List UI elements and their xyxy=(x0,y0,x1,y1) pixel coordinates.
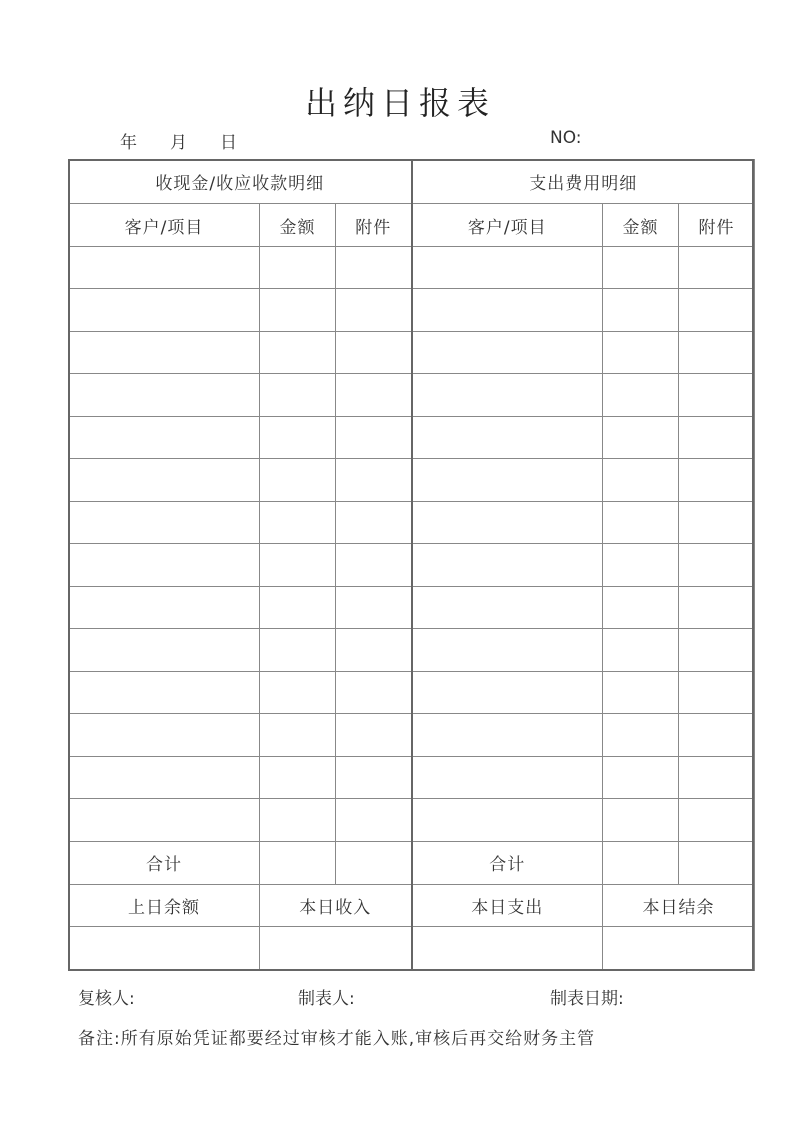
receipts-attachment-cell[interactable] xyxy=(336,416,412,458)
expenses-attachment-cell[interactable] xyxy=(679,374,755,416)
receipts-attachment-header: 附件 xyxy=(336,204,412,246)
expenses-amount-cell[interactable] xyxy=(603,714,679,756)
receipts-attachment-cell[interactable] xyxy=(336,501,412,543)
receipts-attachment-cell[interactable] xyxy=(336,246,412,288)
today-expense-cell[interactable] xyxy=(412,927,603,971)
entry-row xyxy=(69,289,755,331)
expenses-amount-cell[interactable] xyxy=(603,416,679,458)
receipts-amount-cell[interactable] xyxy=(260,416,336,458)
expenses-attachment-cell[interactable] xyxy=(679,246,755,288)
expenses-amount-cell[interactable] xyxy=(603,331,679,373)
receipts-attachment-cell[interactable] xyxy=(336,629,412,671)
form-title: 出纳日报表 xyxy=(304,84,495,122)
receipts-total-amount-cell[interactable] xyxy=(260,841,336,884)
receipts-customer-header: 客户/项目 xyxy=(69,204,260,246)
expenses-total-label: 合计 xyxy=(412,841,603,884)
receipts-attachment-cell[interactable] xyxy=(336,289,412,331)
prep-date-label: 制表日期: xyxy=(550,989,624,1009)
today-balance-cell[interactable] xyxy=(603,927,755,971)
expenses-customer-header: 客户/项目 xyxy=(412,204,603,246)
expenses-customer-cell[interactable] xyxy=(412,459,603,501)
receipts-attachment-cell[interactable] xyxy=(336,374,412,416)
receipts-customer-cell[interactable] xyxy=(69,374,260,416)
expenses-amount-cell[interactable] xyxy=(603,671,679,713)
expenses-attachment-cell[interactable] xyxy=(679,501,755,543)
expenses-customer-cell[interactable] xyxy=(412,799,603,841)
expenses-customer-cell[interactable] xyxy=(412,714,603,756)
receipts-customer-cell[interactable] xyxy=(69,671,260,713)
expenses-total-amount-cell[interactable] xyxy=(603,841,679,884)
total-row xyxy=(69,841,755,884)
expenses-amount-header: 金额 xyxy=(603,204,679,246)
expenses-attachment-cell[interactable] xyxy=(679,671,755,713)
receipts-attachment-cell[interactable] xyxy=(336,799,412,841)
expenses-attachment-cell[interactable] xyxy=(679,799,755,841)
receipts-customer-cell[interactable] xyxy=(69,629,260,671)
expenses-attachment-cell[interactable] xyxy=(679,586,755,628)
entry-row xyxy=(69,586,755,628)
section-header-row xyxy=(69,160,755,204)
expenses-customer-cell[interactable] xyxy=(412,331,603,373)
receipts-customer-cell[interactable] xyxy=(69,331,260,373)
receipts-customer-cell[interactable] xyxy=(69,416,260,458)
prev-balance-label: 上日余额 xyxy=(69,884,260,926)
receipts-attachment-cell[interactable] xyxy=(336,671,412,713)
expenses-customer-cell[interactable] xyxy=(412,246,603,288)
expenses-customer-cell[interactable] xyxy=(412,586,603,628)
receipts-amount-cell[interactable] xyxy=(260,756,336,798)
expenses-attachment-cell[interactable] xyxy=(679,289,755,331)
receipts-attachment-cell[interactable] xyxy=(336,544,412,586)
receipts-amount-cell[interactable] xyxy=(260,289,336,331)
entry-row xyxy=(69,459,755,501)
expenses-attachment-cell[interactable] xyxy=(679,756,755,798)
receipts-amount-cell[interactable] xyxy=(260,671,336,713)
receipts-amount-cell[interactable] xyxy=(260,586,336,628)
receipts-attachment-cell[interactable] xyxy=(336,714,412,756)
entry-row xyxy=(69,331,755,373)
receipts-amount-cell[interactable] xyxy=(260,501,336,543)
receipts-amount-cell[interactable] xyxy=(260,714,336,756)
column-header-row xyxy=(69,204,755,246)
receipts-customer-cell[interactable] xyxy=(69,289,260,331)
expenses-customer-cell[interactable] xyxy=(412,629,603,671)
summary-value-row xyxy=(69,927,755,971)
expenses-amount-cell[interactable] xyxy=(603,544,679,586)
receipts-attachment-cell[interactable] xyxy=(336,756,412,798)
expenses-section-title: 支出费用明细 xyxy=(412,160,755,204)
expenses-amount-cell[interactable] xyxy=(603,374,679,416)
expenses-attachment-cell[interactable] xyxy=(679,331,755,373)
date-year-label: 年 xyxy=(120,133,137,153)
receipts-amount-cell[interactable] xyxy=(260,246,336,288)
receipts-amount-cell[interactable] xyxy=(260,629,336,671)
receipts-attachment-cell[interactable] xyxy=(336,331,412,373)
serial-number-label: NO: xyxy=(550,128,582,148)
cashier-report-table xyxy=(68,159,755,971)
expenses-amount-cell[interactable] xyxy=(603,501,679,543)
entry-row xyxy=(69,374,755,416)
expenses-amount-cell[interactable] xyxy=(603,246,679,288)
receipts-customer-cell[interactable] xyxy=(69,799,260,841)
receipts-total-attachment-cell[interactable] xyxy=(336,841,412,884)
expenses-amount-cell[interactable] xyxy=(603,756,679,798)
receipts-customer-cell[interactable] xyxy=(69,246,260,288)
entry-row xyxy=(69,629,755,671)
receipts-amount-cell[interactable] xyxy=(260,374,336,416)
entry-row xyxy=(69,671,755,713)
date-day-label: 日 xyxy=(220,133,237,153)
receipts-amount-cell[interactable] xyxy=(260,544,336,586)
today-expense-label: 本日支出 xyxy=(412,884,603,926)
expenses-customer-cell[interactable] xyxy=(412,374,603,416)
expenses-attachment-header: 附件 xyxy=(679,204,755,246)
entry-row xyxy=(69,714,755,756)
expenses-attachment-cell[interactable] xyxy=(679,459,755,501)
summary-header-row xyxy=(69,884,755,926)
receipts-customer-cell[interactable] xyxy=(69,459,260,501)
reviewer-label: 复核人: xyxy=(78,989,135,1009)
receipts-amount-cell[interactable] xyxy=(260,331,336,373)
remark-note: 备注:所有原始凭证都要经过审核才能入账,审核后再交给财务主管 xyxy=(78,1029,596,1049)
receipts-amount-header: 金额 xyxy=(260,204,336,246)
expenses-amount-cell[interactable] xyxy=(603,289,679,331)
receipts-section-title: 收现金/收应收款明细 xyxy=(69,160,412,204)
date-month-label: 月 xyxy=(170,133,187,153)
expenses-customer-cell[interactable] xyxy=(412,289,603,331)
receipts-customer-cell[interactable] xyxy=(69,544,260,586)
entry-row xyxy=(69,799,755,841)
receipts-customer-cell[interactable] xyxy=(69,586,260,628)
expenses-customer-cell[interactable] xyxy=(412,671,603,713)
expenses-attachment-cell[interactable] xyxy=(679,544,755,586)
expenses-total-attachment-cell[interactable] xyxy=(679,841,755,884)
preparer-label: 制表人: xyxy=(298,989,355,1009)
today-balance-label: 本日结余 xyxy=(603,884,755,926)
expenses-attachment-cell[interactable] xyxy=(679,629,755,671)
receipts-total-label: 合计 xyxy=(69,841,260,884)
entry-row xyxy=(69,416,755,458)
prev-balance-cell[interactable] xyxy=(69,927,260,971)
receipts-amount-cell[interactable] xyxy=(260,799,336,841)
expenses-customer-cell[interactable] xyxy=(412,416,603,458)
receipts-customer-cell[interactable] xyxy=(69,756,260,798)
receipts-customer-cell[interactable] xyxy=(69,501,260,543)
entry-row xyxy=(69,544,755,586)
expenses-attachment-cell[interactable] xyxy=(679,714,755,756)
entry-row xyxy=(69,246,755,288)
receipts-customer-cell[interactable] xyxy=(69,714,260,756)
today-income-cell[interactable] xyxy=(260,927,412,971)
expenses-customer-cell[interactable] xyxy=(412,501,603,543)
receipts-amount-cell[interactable] xyxy=(260,459,336,501)
expenses-amount-cell[interactable] xyxy=(603,459,679,501)
entry-row xyxy=(69,756,755,798)
entry-row xyxy=(69,501,755,543)
expenses-customer-cell[interactable] xyxy=(412,544,603,586)
receipts-attachment-cell[interactable] xyxy=(336,586,412,628)
today-income-label: 本日收入 xyxy=(260,884,412,926)
expenses-amount-cell[interactable] xyxy=(603,586,679,628)
expenses-amount-cell[interactable] xyxy=(603,799,679,841)
receipts-attachment-cell[interactable] xyxy=(336,459,412,501)
expenses-amount-cell[interactable] xyxy=(603,629,679,671)
expenses-attachment-cell[interactable] xyxy=(679,416,755,458)
expenses-customer-cell[interactable] xyxy=(412,756,603,798)
